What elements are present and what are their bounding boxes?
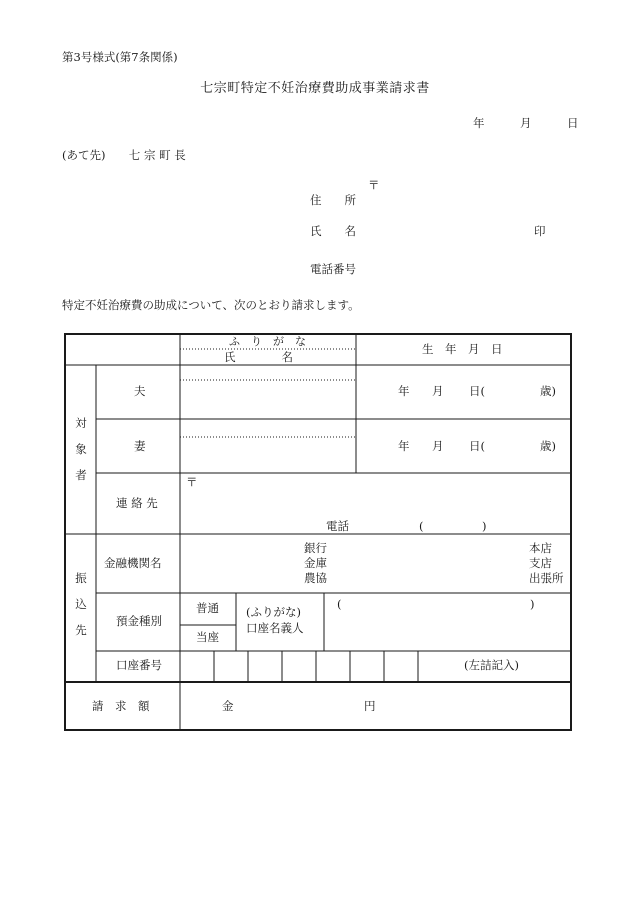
bank-type-nokyo: 農協 (304, 571, 327, 585)
date-day-label: 日 (567, 116, 579, 130)
seal-label: 印 (534, 224, 546, 238)
bank-name-label: 金融機関名 (104, 556, 162, 570)
recipient-name: 七 宗 町 長 (128, 148, 186, 162)
husband-dob-day: 日( (469, 384, 485, 398)
date-year-label: 年 (473, 116, 485, 130)
wife-age: 歳) (540, 439, 556, 453)
branch-type-office: 出張所 (529, 571, 564, 585)
target-char-3: 者 (75, 468, 87, 482)
target-person-label (74, 418, 88, 496)
husband-age: 歳) (540, 384, 556, 398)
bank-type-kinko: 金庫 (304, 556, 327, 570)
contact-phone-close: ) (482, 519, 487, 533)
form-title: 七宗町特定不妊治療費助成事業請求書 (200, 81, 430, 96)
husband-dob-year: 年 (398, 384, 410, 398)
holder-paren-open: ( (337, 597, 342, 611)
wife-dob-month: 月 (432, 439, 444, 453)
account-number-label: 口座番号 (116, 658, 162, 672)
contact-phone-open: ( (419, 519, 424, 533)
holder-furigana-label: (ふりがな) (246, 605, 301, 619)
intro-text: 特定不妊治療費の助成について、次のとおり請求します。 (62, 298, 360, 312)
transfer-char-3: 先 (75, 623, 87, 637)
contact-postal-mark: 〒 (186, 475, 198, 489)
branch-type-main: 本店 (529, 541, 552, 555)
target-char-2: 象 (75, 442, 87, 456)
transfer-char-1: 振 (75, 571, 87, 585)
recipient-prefix: (あて先) (62, 148, 106, 162)
claim-amount-label: 請 求 額 (92, 699, 150, 713)
name-header: 氏 名 (224, 350, 293, 364)
recipient (62, 150, 186, 162)
holder-name-label: 口座名義人 (246, 621, 304, 635)
claim-table (64, 333, 572, 731)
husband-label: 夫 (134, 384, 146, 398)
applicant-name-label: 氏 名 (310, 224, 356, 238)
applicant-postal-mark: 〒 (368, 178, 380, 192)
deposit-current: 当座 (196, 630, 219, 644)
account-number-note: (左詰記入) (464, 658, 519, 672)
wife-dob-day: 日( (469, 439, 485, 453)
deposit-type-label: 預金種別 (116, 614, 162, 628)
husband-dob-month: 月 (432, 384, 444, 398)
contact-phone-label: 電話 (326, 519, 349, 533)
date-month-label: 月 (520, 116, 532, 130)
form-number: 第3号様式(第7条関係) (62, 50, 178, 64)
branch-type-branch: 支店 (529, 556, 552, 570)
target-char-1: 対 (75, 416, 87, 430)
applicant-address-label: 住 所 (310, 193, 356, 207)
claim-amount-prefix: 金 (222, 699, 234, 713)
dob-header: 生 年 月 日 (422, 342, 503, 356)
contact-label: 連 絡 先 (116, 496, 158, 510)
transfer-char-2: 込 (75, 597, 87, 611)
bank-type-bank: 銀行 (304, 541, 327, 555)
holder-paren-close: ) (530, 597, 535, 611)
furigana-header: ふ り が な (229, 335, 306, 348)
wife-dob-year: 年 (398, 439, 410, 453)
transfer-label (74, 573, 88, 651)
deposit-ordinary: 普通 (196, 601, 219, 615)
wife-label: 妻 (134, 439, 146, 453)
applicant-phone-label: 電話番号 (310, 262, 356, 276)
claim-amount-unit: 円 (364, 699, 376, 713)
